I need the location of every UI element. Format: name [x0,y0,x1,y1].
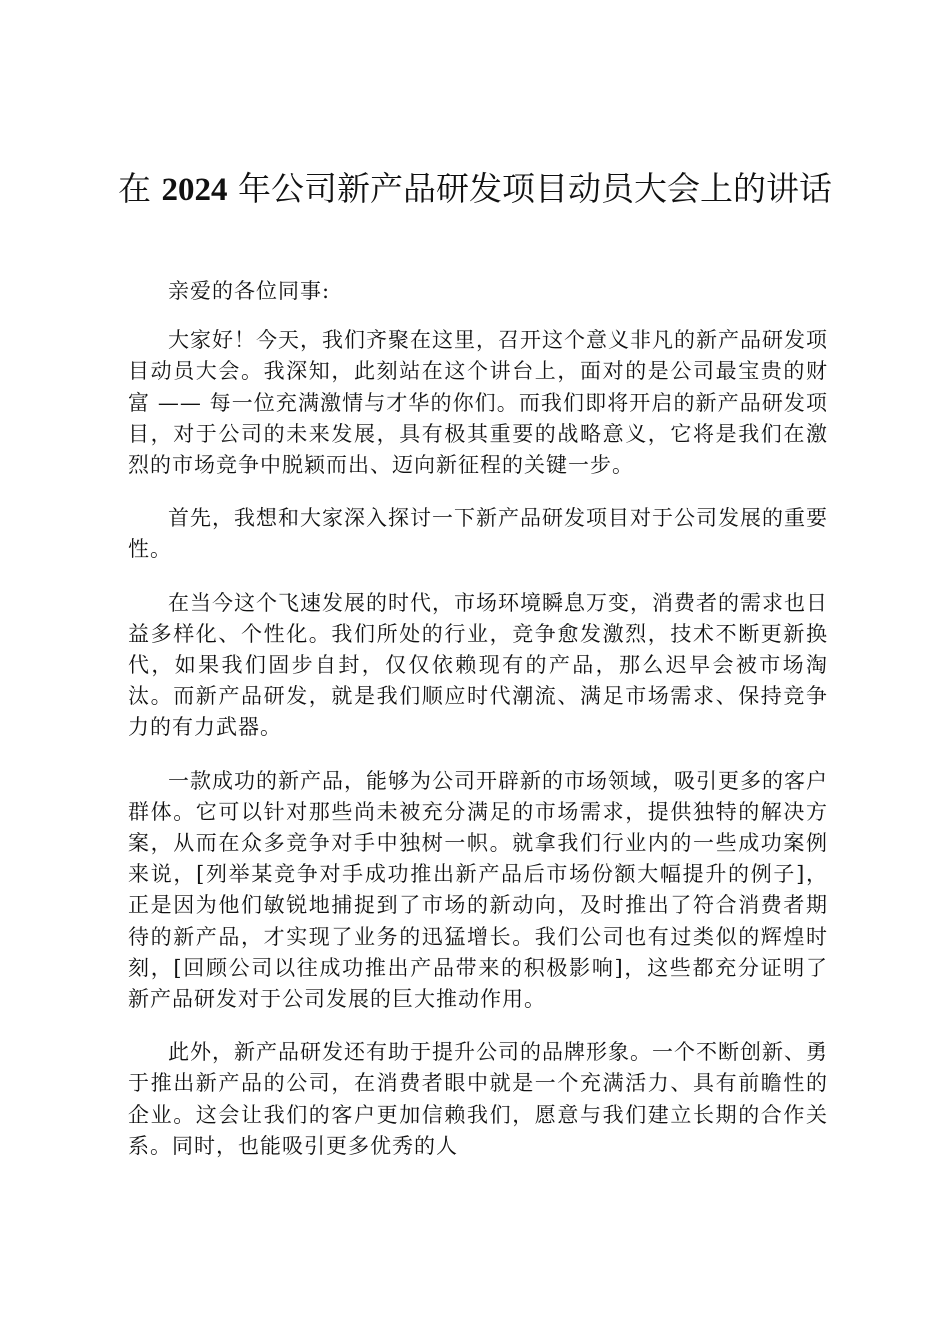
title-prefix: 在 [118,169,162,208]
paragraph-2: 首先，我想和大家深入探讨一下新产品研发项目对于公司发展的重要性。 [128,506,828,562]
paragraph-3: 在当今这个飞速发展的时代，市场环境瞬息万变，消费者的需求也日益多样化、个性化。我们所处的行业，竞争愈发激烈，技术不断更新换代，如果我们固步自封，仅仅依赖现有的产品，那么迟早会被市场淘汰。而新产品研发，就是我们顺应时代潮流、满足市场需求、保持竞争力的有力武器。 [128,590,828,740]
paragraph-5: 此外，新产品研发还有助于提升公司的品牌形象。一个不断创新、勇于推出新产品的公司，在消费者眼中就是一个充满活力、具有前瞻性的企业。这会让我们的客户更加信赖我们，愿意与我们建立长期的合作关系。同时，也能吸引更多优秀的人 [128,1040,828,1158]
title-year: 2024 [161,172,228,208]
document-title [110,163,840,216]
paragraph-1: 大家好！今天，我们齐聚在这里，召开这个意义非凡的新产品研发项目动员大会。我深知，此刻站在这个讲台上，面对的是公司最宝贵的财富 —— 每一位充满激情与才华的你们。而我们即将开启的新产品研发项目，对于公司的未来发展，具有极其重要的战略意义，它将是我们在激烈的市场竞争中脱颖而出、迈向新征程的关键一步。 [128,328,828,478]
document-body [128,276,828,1184]
title-rest: 年公司新产品研发项目动员大会上的讲话 [227,169,832,208]
paragraph-4: 一款成功的新产品，能够为公司开辟新的市场领域，吸引更多的客户群体。它可以针对那些尚未被充分满足的市场需求，提供独特的解决方案，从而在众多竞争对手中独树一帜。就拿我们行业内的一些成功案例来说，[列举某竞争对手成功推出新产品后市场份额大幅提升的例子]，正是因为他们敏锐地捕捉到了市场的新动向，及时推出了符合消费者期待的新产品，才实现了业务的迅猛增长。我们公司也有过类似的辉煌时刻，[回顾公司以往成功推出产品带来的积极影响]，这些都充分证明了新产品研发对于公司发展的巨大推动作用。 [128,768,828,1012]
greeting: 亲爱的各位同事: [168,279,331,303]
